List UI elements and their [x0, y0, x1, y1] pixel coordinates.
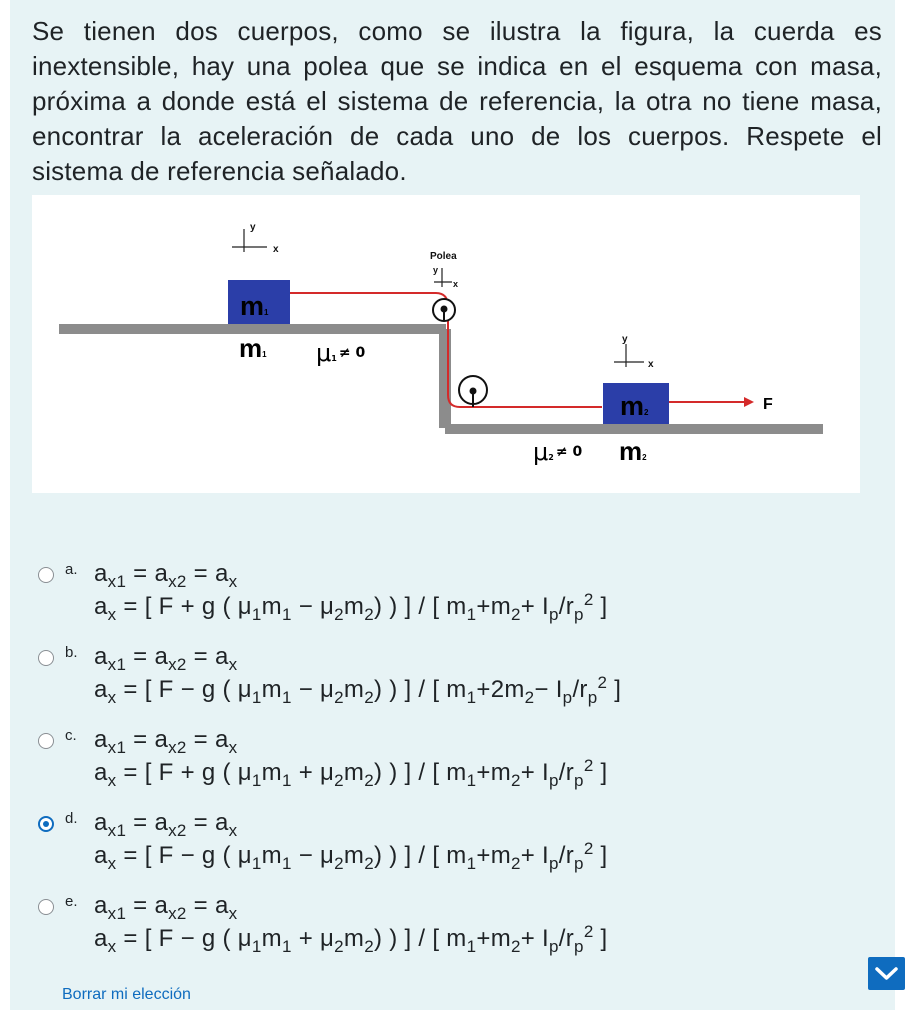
- option-letter: e.: [65, 893, 78, 910]
- option-e[interactable]: [38, 887, 858, 970]
- option-b[interactable]: [38, 638, 858, 721]
- radio-c[interactable]: [38, 733, 54, 749]
- force-arrowhead: [744, 397, 754, 407]
- option-c[interactable]: [38, 721, 858, 804]
- axis-x-label-1: x: [273, 244, 279, 255]
- option-equation-line1: $a_{x1} = a_{x2} = a_x$: [94, 726, 238, 757]
- option-equation-line2: $a_x$ = [ F − g ( $\mu_1m_1 + \mu_2m_2$) ) ] / [ $m_1+m_2+ I_p/r_p^2$ ]: [94, 922, 608, 956]
- option-equation-line1: $a_{x1} = a_{x2} = a_x$: [94, 892, 238, 923]
- axes-m2: [614, 344, 644, 367]
- option-equation-line1: $a_{x1} = a_{x2} = a_x$: [94, 560, 238, 591]
- option-equation-line2: $a_x$ = [ F + g ( $\mu_1m_1 - \mu_2m_2$) ) ] / [ $m_1+m_2+ I_p/r_p^2$ ]: [94, 590, 608, 624]
- option-a[interactable]: [38, 555, 858, 638]
- option-d[interactable]: [38, 804, 858, 887]
- axis-x-label-2: x: [453, 279, 459, 289]
- answer-options: [38, 555, 858, 970]
- chevron-down-icon: [868, 957, 905, 990]
- option-equation-line2: $a_x$ = [ F + g ( $\mu_1m_1 + \mu_2m_2$) ) ] / [ $m_1+m_2+ I_p/r_p^2$ ]: [94, 756, 608, 790]
- lower-ground: [445, 424, 823, 434]
- radio-e[interactable]: [38, 899, 54, 915]
- pulley-massless: [459, 376, 487, 407]
- step-wall: [439, 329, 451, 428]
- option-letter: b.: [65, 644, 78, 661]
- pulley-diagram: [32, 195, 860, 493]
- m1-label: m1: [239, 333, 267, 363]
- force-label: F: [763, 396, 773, 413]
- block-m1-label: m1: [240, 291, 269, 321]
- physics-figure: [32, 195, 860, 493]
- option-equation-line2: $a_x$ = [ F − g ( $\mu_1m_1 - \mu_2m_2$) ) ] / [ $m_1+2m_2- I_p/r_p^2$ ]: [94, 673, 622, 707]
- option-letter: d.: [65, 810, 78, 827]
- option-equation-line1: $a_{x1} = a_{x2} = a_x$: [94, 809, 238, 840]
- mu1-label: μ1 ≠ 0: [316, 339, 366, 367]
- block-m2-label: m2: [620, 391, 649, 421]
- radio-d[interactable]: [38, 816, 54, 832]
- axis-y-label-2: y: [433, 265, 439, 275]
- question-text: Se tienen dos cuerpos, como se ilustra la figura, la cuerda es inextensible, hay una polea que se indica en el esquema con masa, próxima a donde está el sistema de referencia, la otra no tiene masa, encontrar la aceleración de cada uno de los cuerpos. Respete el sistema de referencia señalado.: [32, 16, 882, 186]
- option-letter: a.: [65, 561, 78, 578]
- scroll-down-button[interactable]: [868, 957, 905, 990]
- axis-y-label-1: y: [250, 222, 256, 233]
- radio-b[interactable]: [38, 650, 54, 666]
- axis-x-label-3: x: [648, 359, 654, 370]
- radio-a[interactable]: [38, 567, 54, 583]
- option-equation-line1: $a_{x1} = a_{x2} = a_x$: [94, 643, 238, 674]
- clear-choice-link[interactable]: Borrar mi elección: [62, 986, 191, 1003]
- m2-label: m2: [619, 436, 647, 466]
- option-letter: c.: [65, 727, 77, 744]
- mu2-label: μ2 ≠ 0: [533, 438, 583, 466]
- polea-label: Polea: [430, 251, 457, 262]
- pulley-with-mass: [433, 299, 455, 321]
- option-equation-line2: $a_x$ = [ F − g ( $\mu_1m_1 - \mu_2m_2$) ) ] / [ $m_1+m_2+ I_p/r_p^2$ ]: [94, 839, 608, 873]
- axis-y-label-3: y: [622, 334, 628, 345]
